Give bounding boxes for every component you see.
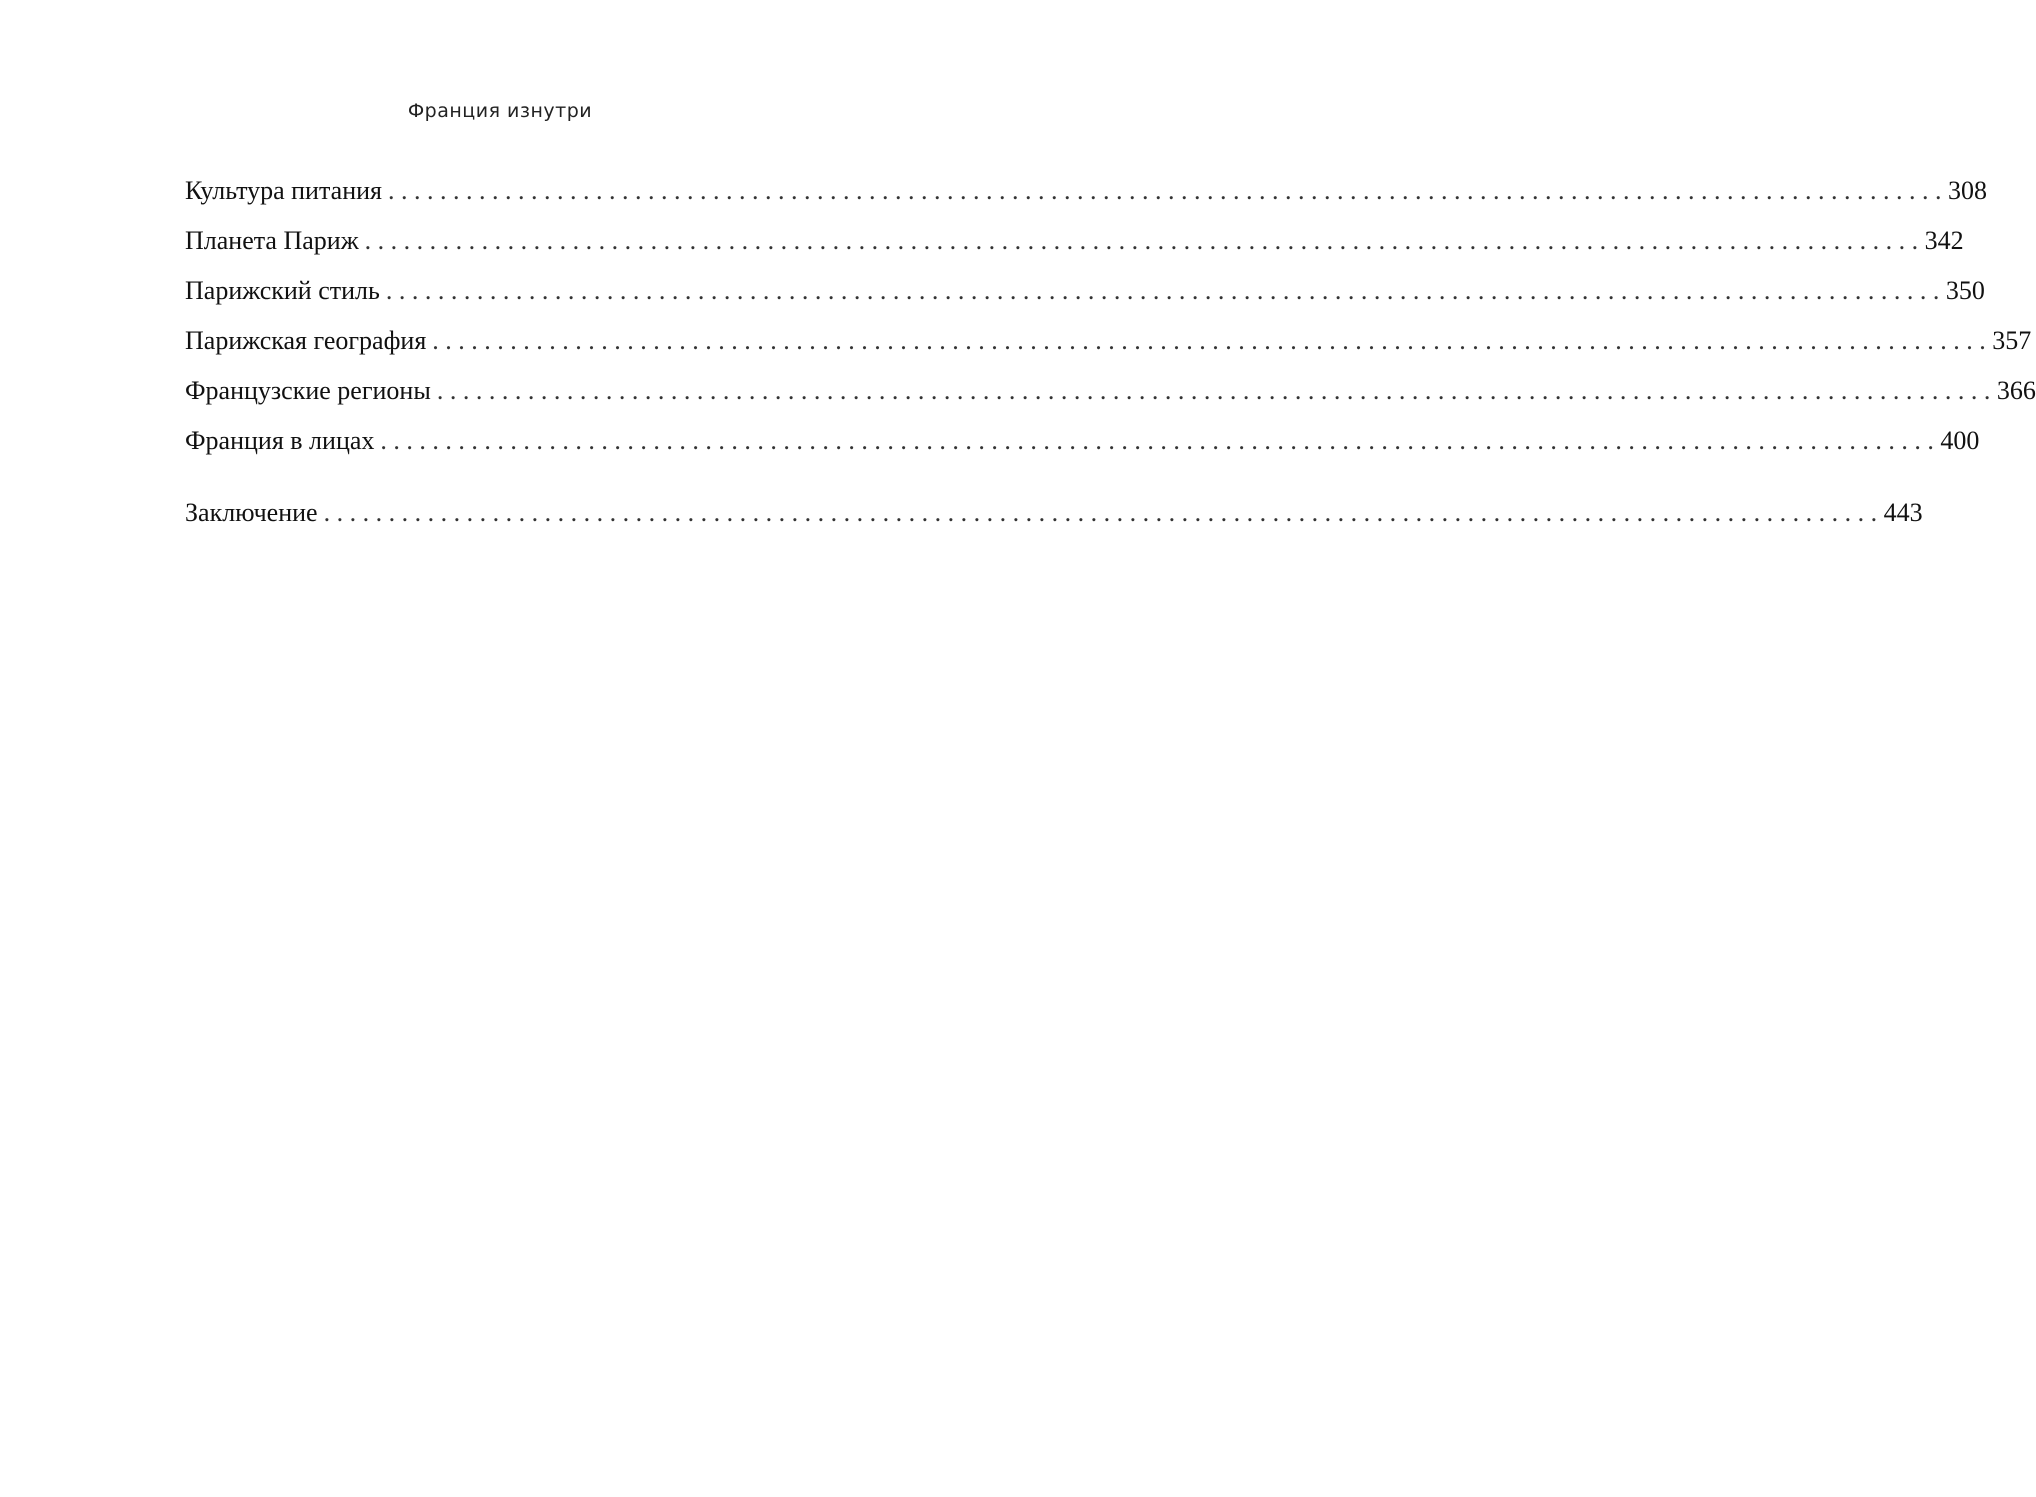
toc-entry-title: Культура питания	[185, 176, 382, 205]
toc-entry-title: Парижский стиль	[185, 276, 380, 305]
dot-leader: ........................................................................................................................	[432, 326, 1993, 355]
dot-leader: ........................................................................................................................	[385, 276, 1946, 305]
toc-entry-page: 443	[1883, 498, 1923, 527]
toc-entry[interactable]	[185, 488, 1923, 538]
toc-entry-page: 366	[1996, 376, 2036, 405]
toc-entry[interactable]	[185, 316, 2032, 366]
dot-leader: ........................................................................................................................	[436, 376, 1997, 405]
toc-entry-title: Планета Париж	[185, 226, 359, 255]
toc-entry-title: Заключение	[185, 498, 318, 527]
toc-entry[interactable]	[185, 216, 1964, 266]
dot-leader: ........................................................................................................................	[364, 226, 1925, 255]
toc-entry-title: Французские регионы	[185, 376, 431, 405]
dot-leader: ........................................................................................................................	[380, 426, 1941, 455]
toc-entry[interactable]	[185, 266, 1985, 316]
dot-leader: ........................................................................................................................	[387, 176, 1948, 205]
toc-entry-title: Парижская география	[185, 326, 427, 355]
toc-entry[interactable]	[185, 166, 1987, 216]
toc-entry[interactable]	[185, 366, 2036, 416]
toc-entry-page: 308	[1947, 176, 1987, 205]
running-header: Франция изнутри	[407, 100, 593, 122]
toc-entry[interactable]	[185, 416, 1980, 466]
dot-leader: ........................................................................................................................	[323, 498, 1884, 527]
toc-entry-page: 400	[1940, 426, 1980, 455]
toc-entry-page: 350	[1945, 276, 1985, 305]
toc-entry-page: 342	[1924, 226, 1964, 255]
toc-entry-page: 357	[1992, 326, 2032, 355]
toc-entry-title: Франция в лицах	[185, 426, 375, 455]
table-of-contents	[185, 166, 2036, 538]
